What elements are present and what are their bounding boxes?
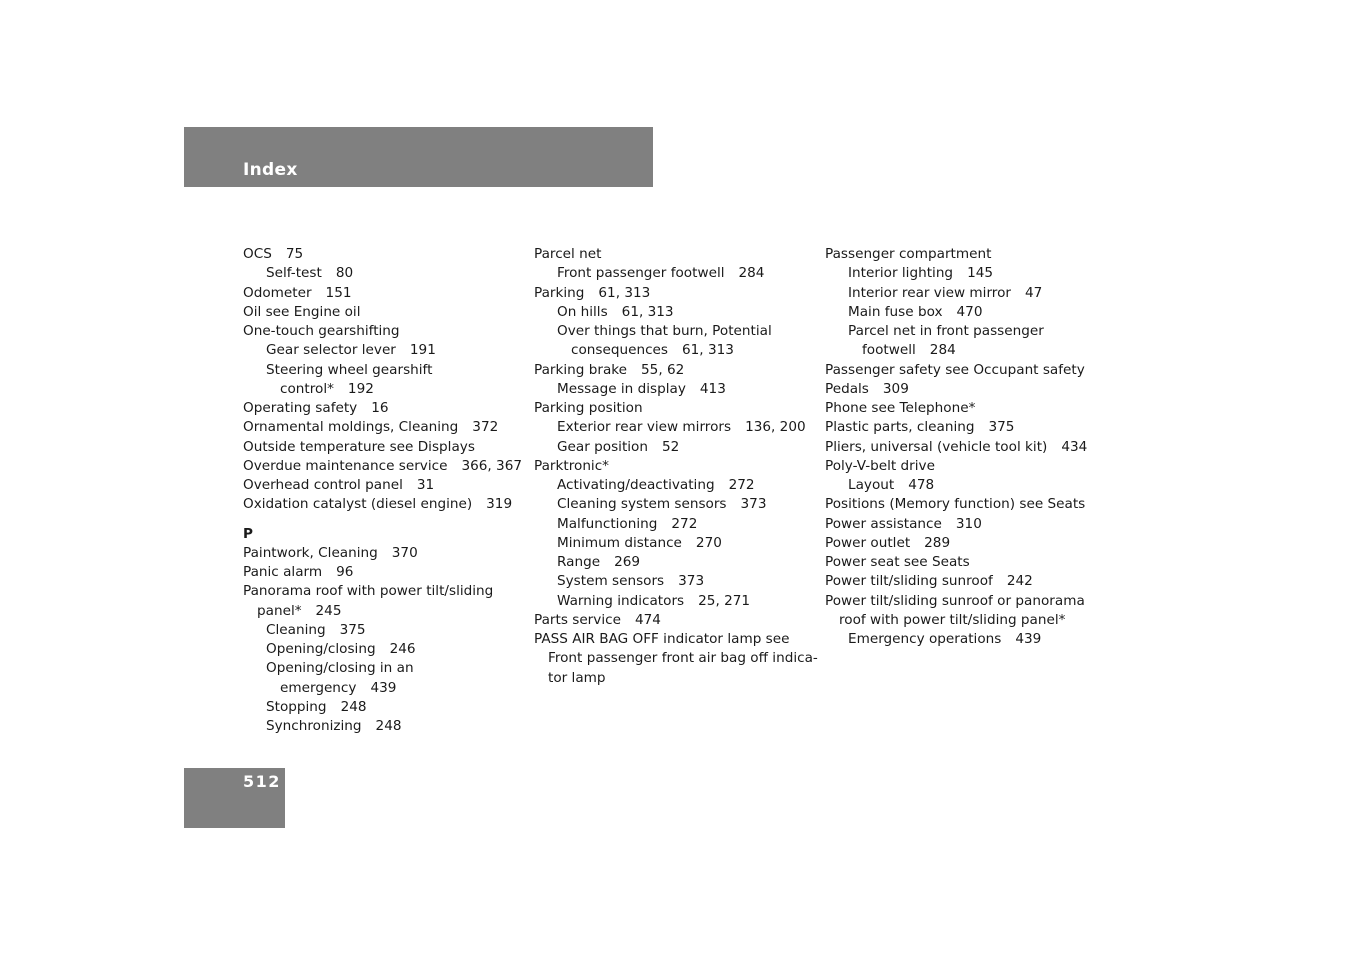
index-entry-text: Plastic parts, cleaning [825,419,975,436]
index-page-ref: 248 [375,718,402,734]
index-page-ref: 31 [416,477,435,493]
index-page-ref: 16 [371,400,389,416]
section-letter-text: P [243,525,253,542]
index-page-ref: 55, 62 [641,361,685,378]
index-entry-text: Parking position [534,400,643,416]
index-entry-text: Power assistance [825,515,942,532]
index-entry [534,438,819,457]
index-entry [534,495,819,514]
index-page-ref: 151 [325,284,352,301]
index-entry-text: Passenger compartment [825,246,992,262]
index-entry [243,341,528,360]
index-entry [825,592,1110,611]
index-entry-text: Layout [848,477,895,493]
index-page-ref: 75 [285,246,304,262]
index-page-ref: 434 [1061,438,1088,455]
index-entry-text: consequences [571,342,668,359]
index-page-ref: 25, 271 [698,592,751,609]
index-entry [825,572,1110,591]
index-entry-text: Cleaning system sensors [557,496,727,513]
index-entry [534,361,819,380]
index-page-ref: 96 [336,564,354,580]
index-page-ref: 47 [1025,284,1043,301]
index-entry [534,341,819,360]
index-entry-text: Positions (Memory function) see Seats [825,496,1086,513]
index-entry [825,553,1110,572]
index-entry-text: Power tilt/sliding sunroof [825,573,993,590]
index-entry [243,640,528,659]
index-entry-text: Main fuse box [848,303,943,320]
index-entry [534,418,819,437]
index-entry [825,630,1110,649]
index-page-ref: 246 [389,641,416,657]
index-entry-text: PASS AIR BAG OFF indicator lamp see [534,631,790,647]
index-entry [825,611,1110,630]
index-entry [243,245,528,264]
index-page-ref: 61, 313 [621,303,674,320]
index-page-ref: 248 [340,698,367,715]
index-entry-text: Malfunctioning [557,515,658,532]
index-entry-text: Message in display [557,380,686,397]
index-entry [825,380,1110,399]
index-entry-text: Parts service [534,611,621,628]
index-entry-text: Odometer [243,284,312,301]
index-entry [534,399,819,418]
index-page-ref: 373 [740,496,767,513]
index-page-ref: 145 [967,265,994,282]
index-entry-text: Synchronizing [266,718,362,734]
index-entry [534,534,819,553]
index-entry-text: footwell [862,342,916,359]
index-entry [243,438,528,457]
index-entry-text: Panic alarm [243,564,323,580]
index-entry [243,303,528,322]
page-title: Index [243,160,298,180]
index-entry-text: Activating/deactivating [557,477,715,493]
index-entry [825,418,1110,437]
page-number: 512 [243,772,281,791]
index-entry-text: Parcel net [534,246,602,262]
index-entry [243,717,528,736]
index-entry-text: Overhead control panel [243,477,403,493]
index-page-ref: 284 [929,342,956,359]
index-entry-text: Self-test [266,265,322,282]
index-entry-text: Passenger safety see Occupant safety [825,361,1085,378]
index-entry [825,438,1110,457]
index-entry-text: Cleaning [266,621,326,638]
index-entry-text: Stopping [266,698,327,715]
index-page-ref: 372 [472,419,499,436]
index-page-ref: 439 [370,679,397,696]
index-entry [534,457,819,476]
index-page-ref: 242 [1006,573,1033,590]
index-page-ref: 52 [661,438,680,455]
index-page-ref: 61, 313 [682,342,734,359]
index-header-bar [184,127,653,187]
index-entry [534,630,819,649]
index-entry-text: panel* [257,602,302,619]
index-page-ref: 191 [409,342,436,359]
index-entry-text: Panorama roof with power tilt/sliding [243,583,494,600]
index-entry [243,418,528,437]
index-page-ref: 375 [339,621,366,638]
index-column-3 [825,245,1110,649]
index-entry [534,553,819,572]
index-entry [243,284,528,303]
index-entry [243,621,528,640]
index-entry [534,669,819,688]
index-entry-text: Front passenger footwell [557,265,725,282]
index-page-ref: 272 [728,477,755,493]
index-entry-text: Interior lighting [848,265,954,282]
index-page-ref: 373 [678,573,705,590]
index-page-ref: 370 [391,544,418,561]
index-page-ref: 80 [335,265,354,282]
index-entry-text: Parking brake [534,361,628,378]
index-entry-text: Parktronic* [534,457,609,474]
index-entry-text: Steering wheel gearshift [266,361,433,378]
index-entry [243,698,528,717]
index-entry [243,476,528,495]
index-entry [243,582,528,601]
index-entry [825,322,1110,341]
index-entry-text: Outside temperature see Displays [243,438,475,455]
index-page-ref: 272 [671,515,698,532]
index-entry [825,399,1110,418]
index-entry-text: roof with power tilt/sliding panel* [839,611,1066,628]
index-entry [534,611,819,630]
index-entry-text: One-touch gearshifting [243,323,400,339]
index-entry [534,592,819,611]
index-page-ref: 474 [634,611,661,628]
index-entry [534,380,819,399]
index-page-ref: 439 [1015,631,1042,647]
index-entry-text: Exterior rear view mirrors [557,419,732,436]
index-entry [534,245,819,264]
index-entry [534,476,819,495]
index-entry [825,534,1110,553]
index-entry-text: Overdue maintenance service [243,457,448,474]
index-entry [243,264,528,283]
index-page-ref: 245 [315,602,342,619]
index-entry [825,495,1110,514]
index-page-ref: 375 [988,419,1015,436]
index-entry [243,602,528,621]
index-entry [243,563,528,582]
index-entry [534,322,819,341]
index-entry [825,341,1110,360]
index-entry-text: Gear selector lever [266,342,396,359]
index-entry [243,457,528,476]
index-entry [825,303,1110,322]
index-entry [825,264,1110,283]
index-entry-text: System sensors [557,573,665,590]
index-page-ref: 478 [908,477,935,493]
index-entry [534,572,819,591]
index-entry [243,544,528,563]
index-entry [825,284,1110,303]
index-page-ref: 136, 200 [745,419,806,436]
index-page-ref: 319 [486,496,513,513]
index-entry-text: Opening/closing in an [266,660,414,677]
index-page-ref: 284 [738,265,765,282]
index-entry-text: Operating safety [243,400,358,416]
section-letter [243,525,528,544]
index-page-ref: 309 [882,380,909,397]
index-entry [534,515,819,534]
index-entry-text: Oil see Engine oil [243,303,361,320]
index-entry [825,457,1110,476]
index-entry [243,659,528,678]
index-entry [243,495,528,514]
index-entry-text: control* [280,380,334,397]
index-entry [534,649,819,668]
index-entry-text: Range [557,554,601,570]
index-page-ref: 310 [955,515,982,532]
index-entry-text: Ornamental moldings, Cleaning [243,419,459,436]
index-entry-text: Minimum distance [557,534,682,551]
index-column-1 [243,245,528,736]
index-page-ref: 366, 367 [461,457,523,474]
index-entry-text: Front passenger front air bag off indica- [548,650,818,667]
index-entry-text: Phone see Telephone* [825,400,976,416]
index-page-ref: 413 [699,380,726,397]
index-entry-text: Oxidation catalyst (diesel engine) [243,496,473,513]
index-entry-text: Pedals [825,380,869,397]
index-entry-text: Parking [534,284,585,301]
index-entry-text: Parcel net in front passenger [848,323,1044,339]
index-column-2 [534,245,819,688]
index-entry [243,361,528,380]
index-entry-text: Gear position [557,438,648,455]
index-entry-text: Opening/closing [266,641,376,657]
index-entry-text: Warning indicators [557,592,685,609]
index-page-ref: 270 [695,534,722,551]
index-entry [243,380,528,399]
index-entry [243,679,528,698]
index-entry-text: Pliers, universal (vehicle tool kit) [825,438,1048,455]
index-entry-text: Power outlet [825,534,911,551]
index-page-ref: 192 [347,380,374,397]
index-entry [534,303,819,322]
index-entry-text: On hills [557,303,608,320]
index-entry-text: Over things that burn, Potential [557,323,772,339]
index-entry [825,476,1110,495]
page-number-box [184,768,285,828]
index-page-ref: 289 [924,534,951,551]
index-entry [243,322,528,341]
index-page-ref: 470 [956,303,983,320]
index-entry [243,399,528,418]
index-page-ref: 269 [614,554,641,570]
index-page-ref: 61, 313 [598,284,651,301]
index-entry-text: Power tilt/sliding sunroof or panorama [825,592,1085,609]
index-entry [825,361,1110,380]
index-entry-text: Emergency operations [848,631,1002,647]
index-entry-text: Interior rear view mirror [848,284,1011,301]
index-entry-text: emergency [280,679,357,696]
index-entry-text: Power seat see Seats [825,554,970,570]
index-entry-text: OCS [243,246,272,262]
index-entry [825,515,1110,534]
index-entry-text: Poly-V-belt drive [825,457,935,474]
index-entry-text: tor lamp [548,669,606,686]
index-entry [534,284,819,303]
index-entry-text: Paintwork, Cleaning [243,544,378,561]
index-entry [534,264,819,283]
index-entry [825,245,1110,264]
